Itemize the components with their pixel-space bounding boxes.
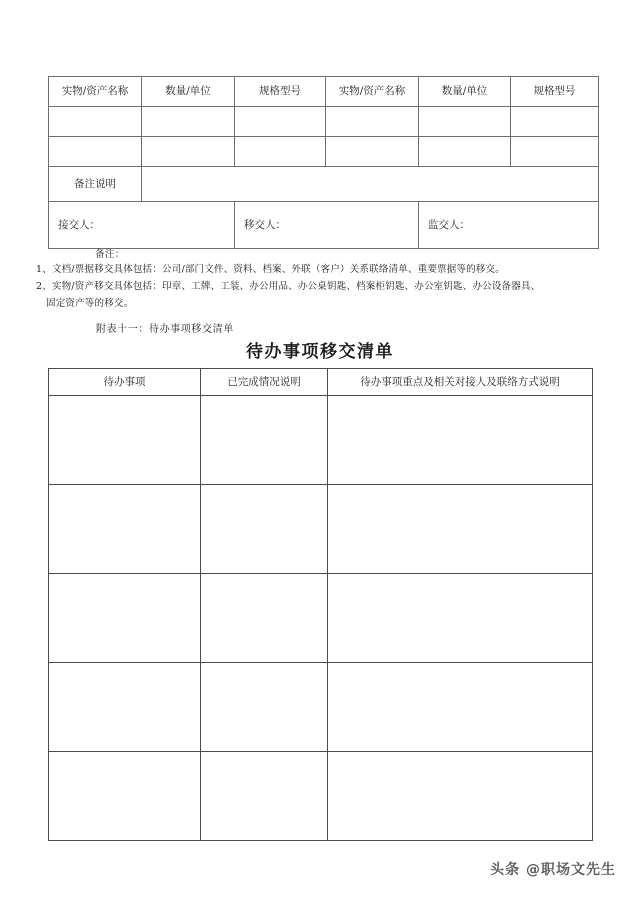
todo-cell-item[interactable] [49,396,201,485]
asset-cell[interactable] [142,107,235,137]
table-row [49,574,593,663]
todo-cell-item[interactable] [49,663,201,752]
asset-cell[interactable] [142,137,235,167]
notes-heading: 备注： [95,249,125,260]
remark-row [49,167,599,202]
asset-cell[interactable] [235,137,326,167]
asset-col-header-name-1: 实物/资产名称 [49,77,142,107]
asset-cell[interactable] [49,137,142,167]
signature-row [49,202,599,249]
todo-cell-item[interactable] [49,485,201,574]
remark-value-field[interactable] [142,167,599,202]
todo-cell-progress[interactable] [201,574,328,663]
asset-cell[interactable] [235,107,326,137]
asset-col-header-spec-2: 规格型号 [511,77,599,107]
table-header-row [49,77,599,107]
table-row [49,663,593,752]
table-row [49,485,593,574]
table-row [49,396,593,485]
todo-cell-progress[interactable] [201,485,328,574]
todo-cell-detail[interactable] [328,574,593,663]
todo-cell-detail[interactable] [328,663,593,752]
todo-col-header-progress: 已完成情况说明 [201,369,328,396]
note-item-2-continued: 固定资产等的移交。 [46,297,134,309]
asset-handover-table [48,76,599,249]
asset-cell[interactable] [326,107,419,137]
todo-cell-detail[interactable] [328,396,593,485]
asset-cell[interactable] [419,107,511,137]
handover-signature-field[interactable]: 移交人： [235,202,419,249]
todo-col-header-item: 待办事项 [49,369,201,396]
todo-cell-progress[interactable] [201,396,328,485]
asset-cell[interactable] [511,107,599,137]
todo-cell-progress[interactable] [201,663,328,752]
asset-col-header-spec-1: 规格型号 [235,77,326,107]
asset-cell[interactable] [326,137,419,167]
asset-cell[interactable] [419,137,511,167]
asset-col-header-qty-1: 数量/单位 [142,77,235,107]
remark-label: 备注说明 [49,167,142,202]
watermark-text: 头条 @职场文先生 [490,862,616,878]
asset-cell[interactable] [511,137,599,167]
table-row [49,752,593,841]
table-header-row [49,369,593,396]
notes-block [0,246,640,313]
asset-cell[interactable] [49,107,142,137]
note-item-1: 1、文档/票据移交具体包括：公司/部门文件、资料、档案、外联（客户）关系联络清单、重要票据等的移交。 [36,264,505,275]
receiver-signature-field[interactable]: 接交人： [49,202,235,249]
todo-handover-table [48,368,593,841]
todo-cell-progress[interactable] [201,752,328,841]
todo-col-header-detail: 待办事项重点及相关对接人及联络方式说明 [328,369,593,396]
todo-cell-detail[interactable] [328,485,593,574]
table-row [49,137,599,167]
todo-cell-item[interactable] [49,574,201,663]
page-title: 待办事项移交清单 [246,342,394,362]
table-row [49,107,599,137]
todo-cell-detail[interactable] [328,752,593,841]
todo-cell-item[interactable] [49,752,201,841]
note-item-2: 2、实物/资产移交具体包括：印章、工牌、工装、办公用品、办公桌钥匙、档案柜钥匙、办公室钥匙、办公设备器具、 [36,280,541,292]
attachment-label: 附表十一：待办事项移交清单 [96,324,234,335]
asset-col-header-qty-2: 数量/单位 [419,77,511,107]
asset-col-header-name-2: 实物/资产名称 [326,77,419,107]
supervisor-signature-field[interactable]: 监交人： [419,202,599,249]
